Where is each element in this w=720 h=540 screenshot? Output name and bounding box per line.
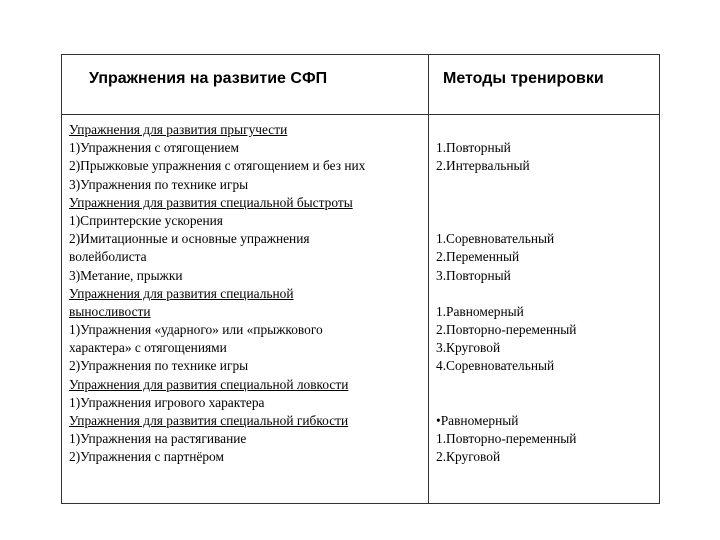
exercise-item: 1)Упражнения на растягивание xyxy=(69,431,247,447)
exercise-item: 2)Упражнения по технике игры xyxy=(69,358,249,374)
method-item xyxy=(436,176,656,194)
exercise-item: 3)Метание, прыжки xyxy=(69,267,183,283)
exercise-category-heading: Упражнения для развития специальной ловкости xyxy=(69,376,349,392)
exercise-item: 3)Упражнения по технике игры xyxy=(69,176,249,192)
exercise-category-heading: Упражнения для развития специальной гибкости xyxy=(69,413,349,428)
exercise-item: 2)Прыжковые упражнения с отягощением и без них xyxy=(69,158,366,174)
exercise-category-heading: выносливости xyxy=(69,303,151,319)
exercise-category-heading: Упражнения для развития прыгучести xyxy=(69,122,288,137)
method-item xyxy=(436,194,656,212)
method-item xyxy=(436,394,656,412)
method-item: 3.Повторный xyxy=(436,267,511,283)
method-item: 1.Повторный xyxy=(436,140,511,156)
method-item: 1.Равномерный xyxy=(436,303,524,319)
exercises-column xyxy=(69,121,424,467)
header-exercises: Упражнения на развитие СФП xyxy=(89,70,328,87)
table-header-row xyxy=(62,55,659,115)
exercise-item: 1)Упражнения «ударного» или «прыжкового xyxy=(69,322,323,338)
exercise-item: 1)Упражнения с отягощением xyxy=(69,140,239,156)
method-item: 1.Повторно-переменный xyxy=(436,431,577,447)
exercise-category-heading: Упражнения для развития специальной xyxy=(69,285,294,301)
method-item: 4.Соревновательный xyxy=(436,358,555,374)
method-item xyxy=(436,212,656,230)
method-item: 2.Переменный xyxy=(436,249,520,265)
method-item: 2.Повторно-переменный xyxy=(436,322,577,338)
method-item: 2.Интервальный xyxy=(436,158,530,174)
method-item: 3.Круговой xyxy=(436,340,501,356)
exercise-item: волейболиста xyxy=(69,249,147,265)
method-item xyxy=(436,285,656,303)
method-item: 1.Соревновательный xyxy=(436,231,555,247)
exercise-item: 2)Имитационные и основные упражнения xyxy=(69,231,310,247)
method-item xyxy=(436,121,656,139)
exercise-item: 1)Упражнения игрового характера xyxy=(69,394,265,410)
methods-table xyxy=(61,54,660,504)
column-divider xyxy=(428,55,429,503)
method-item xyxy=(436,376,656,394)
exercise-item: характера» с отягощениями xyxy=(69,340,227,356)
methods-column xyxy=(436,121,656,467)
method-item: 2.Круговой xyxy=(436,449,501,465)
exercise-item: 1)Спринтерские ускорения xyxy=(69,212,223,228)
exercise-item: 2)Упражнения с партнёром xyxy=(69,449,224,465)
method-item: •Равномерный xyxy=(436,413,519,428)
header-methods: Методы тренировки xyxy=(443,70,604,87)
exercise-category-heading: Упражнения для развития специальной быстроты xyxy=(69,194,353,210)
